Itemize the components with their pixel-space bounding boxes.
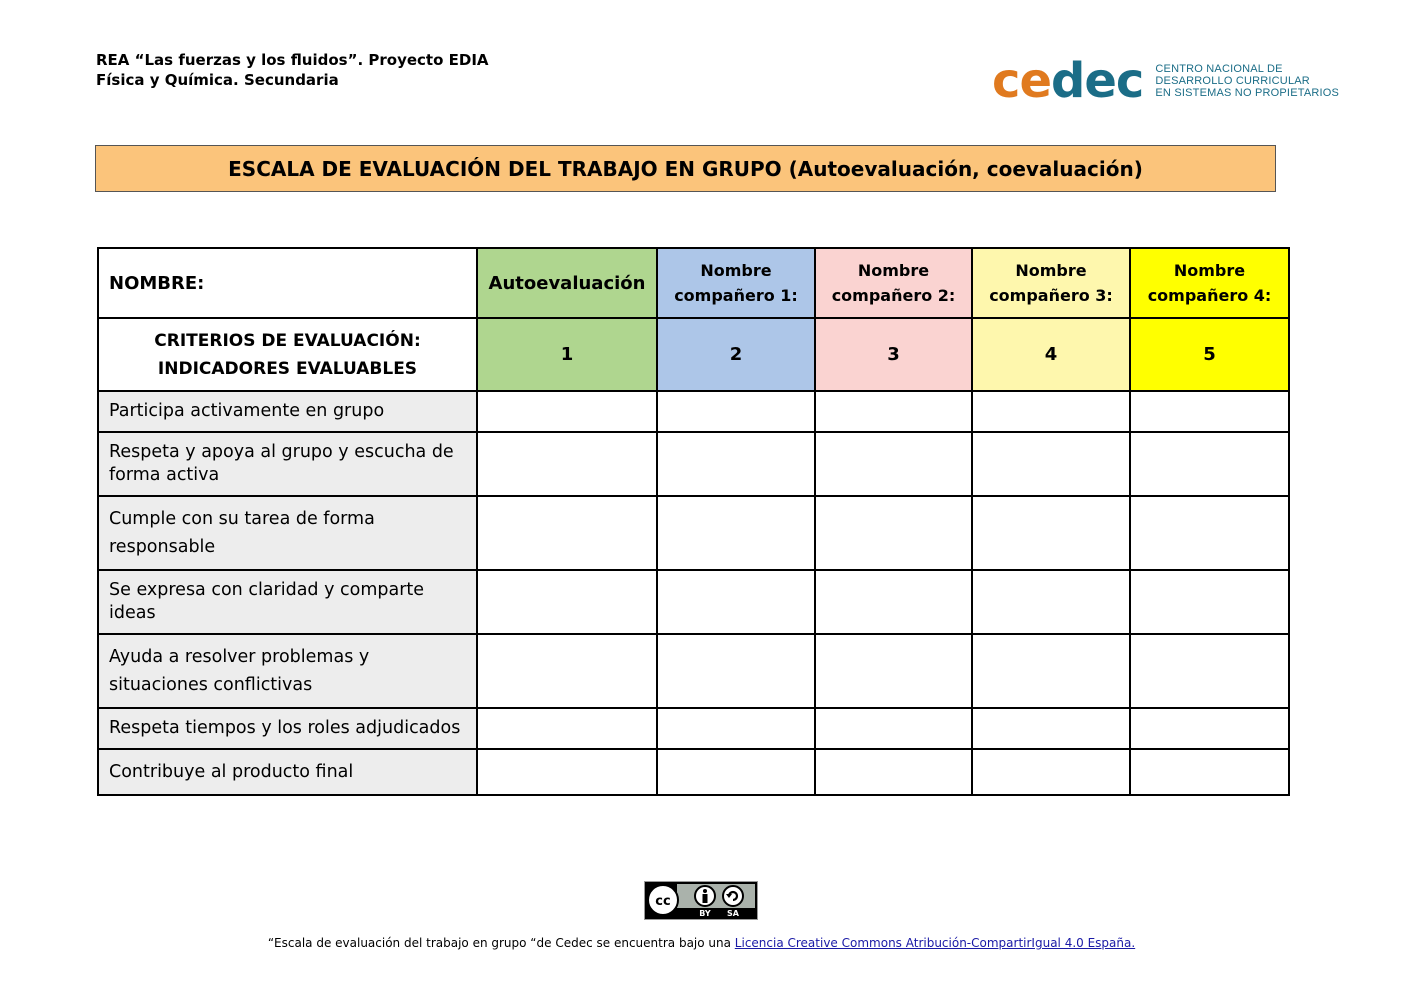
score-cell[interactable]: [815, 708, 972, 749]
table-row: [98, 391, 1289, 432]
logo-word-part-b: dec: [1051, 53, 1144, 109]
table-row: [98, 496, 1289, 570]
license-link[interactable]: Licencia Creative Commons Atribución-CompartirIgual 4.0 España.: [734, 936, 1136, 950]
cc-license-badge[interactable]: [644, 881, 758, 920]
score-cell[interactable]: [972, 708, 1130, 749]
score-cell[interactable]: [1130, 391, 1289, 432]
criteria-label-line: INDICADORES EVALUABLES: [157, 358, 418, 379]
page-title: ESCALA DE EVALUACIÓN DEL TRABAJO EN GRUPO (Autoevaluación, coevaluación): [95, 145, 1276, 192]
logo-tagline-line: EN SISTEMAS NO PROPIETARIOS: [1155, 87, 1340, 99]
column-header-line: Nombre: [857, 261, 930, 280]
indicator-label: Participa activamente en grupo: [98, 391, 477, 432]
score-cell[interactable]: [815, 391, 972, 432]
by-label: BY: [699, 909, 711, 918]
column-header-partner-3[interactable]: [972, 248, 1130, 318]
column-number: 1: [477, 318, 657, 391]
document-header: [96, 50, 489, 90]
logo-tagline-line: CENTRO NACIONAL DE: [1155, 63, 1283, 75]
table-row: [98, 708, 1289, 749]
score-cell[interactable]: [657, 570, 815, 634]
score-cell[interactable]: [477, 496, 657, 570]
indicator-label: Se expresa con claridad y comparte ideas: [98, 570, 477, 634]
cc-license-graphic: [645, 882, 757, 919]
column-header-line: compañero 1:: [674, 286, 798, 305]
column-header-line: Nombre: [1015, 261, 1087, 280]
evaluation-table: [97, 247, 1290, 796]
score-cell[interactable]: [815, 496, 972, 570]
score-cell[interactable]: [1130, 634, 1289, 708]
score-cell[interactable]: [657, 708, 815, 749]
score-cell[interactable]: [477, 708, 657, 749]
column-header-line: Nombre: [1173, 261, 1246, 280]
score-cell[interactable]: [815, 749, 972, 795]
score-cell[interactable]: [657, 432, 815, 496]
cedec-logo: [992, 55, 1339, 107]
indicator-label: Respeta y apoya al grupo y escucha de forma activa: [98, 432, 477, 496]
score-cell[interactable]: [972, 570, 1130, 634]
criteria-label-line: CRITERIOS DE EVALUACIÓN:: [154, 330, 421, 351]
license-text: “Escala de evaluación del trabajo en grupo “de Cedec se encuentra bajo una: [267, 936, 735, 950]
criteria-label: [98, 318, 477, 391]
score-cell[interactable]: [1130, 432, 1289, 496]
score-cell[interactable]: [1130, 496, 1289, 570]
indicator-label: Contribuye al producto final: [98, 749, 477, 795]
header-line-project: REA “Las fuerzas y los fluidos”. Proyecto EDIA: [96, 51, 489, 69]
column-header-line: Nombre: [700, 261, 772, 280]
table-row: [98, 749, 1289, 795]
score-cell[interactable]: [657, 391, 815, 432]
table-row: [98, 570, 1289, 634]
indicator-label: Ayuda a resolver problemas y situaciones conflictivas: [98, 634, 477, 708]
score-cell[interactable]: [657, 634, 815, 708]
license-footer: [0, 936, 1403, 950]
column-number: 2: [657, 318, 815, 391]
score-cell[interactable]: [477, 634, 657, 708]
column-number: 3: [815, 318, 972, 391]
column-header-partner-2[interactable]: [815, 248, 972, 318]
score-cell[interactable]: [657, 496, 815, 570]
score-cell[interactable]: [1130, 708, 1289, 749]
header-line-subject: Física y Química. Secundaria: [96, 71, 339, 89]
score-cell[interactable]: [477, 432, 657, 496]
logo-tagline-line: DESARROLLO CURRICULAR: [1155, 75, 1310, 87]
column-header-partner-4[interactable]: [1130, 248, 1289, 318]
score-cell[interactable]: [972, 391, 1130, 432]
column-header-self-evaluation: Autoevaluación: [477, 248, 657, 318]
share-alike-icon: [723, 886, 743, 906]
table-row: [98, 634, 1289, 708]
score-cell[interactable]: [657, 749, 815, 795]
cedec-logo-tagline: [1155, 63, 1339, 99]
score-cell[interactable]: [972, 496, 1130, 570]
column-number: 4: [972, 318, 1130, 391]
score-cell[interactable]: [477, 391, 657, 432]
score-cell[interactable]: [972, 634, 1130, 708]
score-cell[interactable]: [972, 432, 1130, 496]
score-cell[interactable]: [815, 570, 972, 634]
cc-icon-text: cc: [655, 894, 671, 909]
score-cell[interactable]: [972, 749, 1130, 795]
table-row: [98, 432, 1289, 496]
score-cell[interactable]: [815, 432, 972, 496]
name-label: NOMBRE:: [98, 248, 477, 318]
column-header-line: compañero 2:: [831, 286, 956, 305]
score-cell[interactable]: [1130, 570, 1289, 634]
score-cell[interactable]: [815, 634, 972, 708]
score-cell[interactable]: [477, 570, 657, 634]
indicator-label: Cumple con su tarea de forma responsable: [98, 496, 477, 570]
criteria-row: [98, 318, 1289, 391]
table-header-row: [98, 248, 1289, 318]
logo-word-part-a: ce: [992, 53, 1052, 109]
column-header-line: compañero 3:: [989, 286, 1113, 305]
column-number: 5: [1130, 318, 1289, 391]
score-cell[interactable]: [477, 749, 657, 795]
column-header-line: compañero 4:: [1147, 286, 1272, 305]
indicator-label: Respeta tiempos y los roles adjudicados: [98, 708, 477, 749]
score-cell[interactable]: [1130, 749, 1289, 795]
sa-label: SA: [727, 909, 739, 918]
column-header-partner-1[interactable]: [657, 248, 815, 318]
cedec-logo-wordmark: [992, 55, 1143, 107]
